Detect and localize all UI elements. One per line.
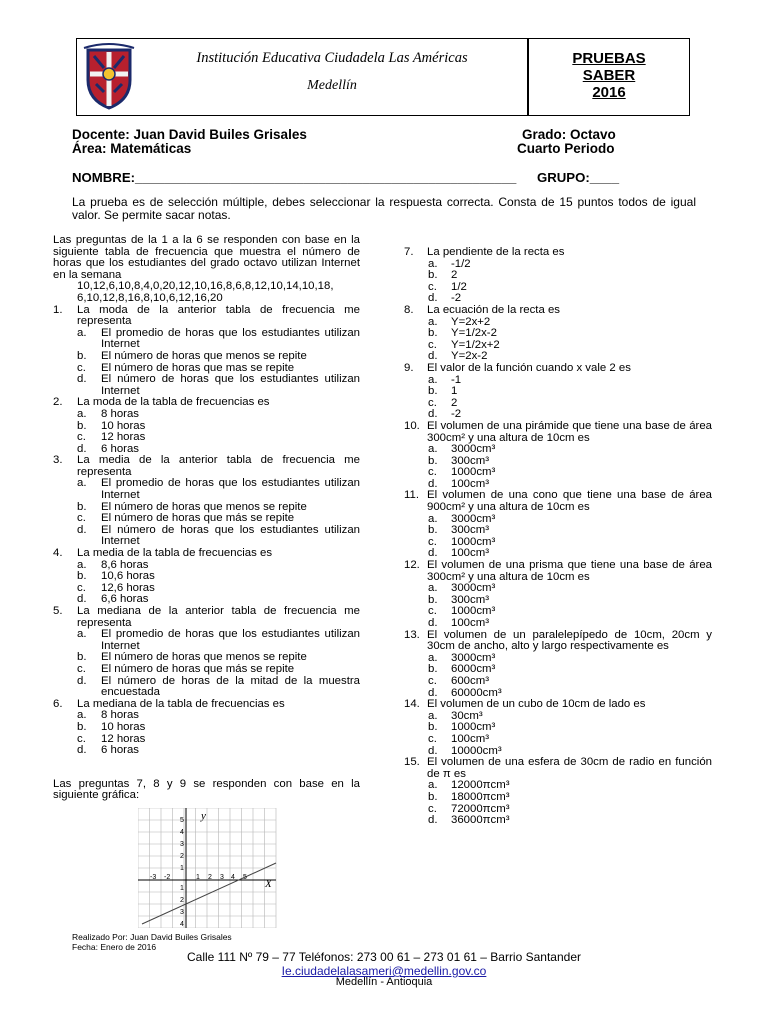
option-text: 100cm³ xyxy=(451,547,489,560)
period: Cuarto Periodo xyxy=(517,141,615,156)
made-by: Realizado Por: Juan David Builes Grisales xyxy=(72,932,232,942)
y-tick-label: 3 xyxy=(180,841,184,848)
option-letter: b. xyxy=(428,454,438,467)
option-text: 1000cm³ xyxy=(451,605,496,618)
option-letter: a. xyxy=(77,709,87,722)
test-title-line2: SABER xyxy=(582,67,636,84)
option-text: 2 xyxy=(451,269,458,282)
question-number: 4. xyxy=(53,547,63,560)
question-number: 8. xyxy=(404,303,414,316)
question-number: 13. xyxy=(404,628,420,641)
test-title-line1: PRUEBAS xyxy=(572,50,646,67)
x-tick-label: 1 xyxy=(196,874,200,881)
footer-email-link[interactable]: Ie.ciudadelalasameri@medellin.gov.co xyxy=(281,964,487,978)
option-text: Y=2x+2 xyxy=(451,315,491,328)
question-4 xyxy=(53,548,360,560)
option-letter: c. xyxy=(428,802,437,815)
option-text: 12000πcm³ xyxy=(451,779,510,792)
option-letter: a. xyxy=(77,477,87,490)
question-text: La pendiente de la recta es xyxy=(427,246,565,258)
question-1 xyxy=(53,305,360,328)
footer-address: Calle 111 Nº 79 – 77 Teléfonos: 273 00 61 – 273 01 61 – Barrio Santander xyxy=(186,950,581,964)
option-text: 12 horas xyxy=(101,732,146,745)
question-text: La moda de la anterior tabla de frecuencia me representa xyxy=(77,303,360,328)
option-letter: a. xyxy=(428,709,438,722)
x-axis-label: X xyxy=(265,878,272,890)
graph-grid xyxy=(138,808,276,928)
option-text: El promedio de horas que los estudiantes utilizan Internet xyxy=(101,628,360,652)
option-text: El número de horas de la mitad de la muestra encuestada xyxy=(101,674,360,699)
option-text: 30cm³ xyxy=(451,709,483,722)
question-number: 11. xyxy=(404,489,419,502)
institution-city: Medellín xyxy=(307,78,357,93)
option-text: El promedio de horas que los estudiantes utilizan Internet xyxy=(101,326,360,351)
option-text: Y=1/2x+2 xyxy=(451,338,500,351)
option-text: 72000πcm³ xyxy=(451,802,510,815)
teacher-name: Docente: Juan David Builes Grisales xyxy=(72,127,307,142)
question-3 xyxy=(53,455,360,478)
option-letter: b. xyxy=(428,385,438,398)
option-letter: c. xyxy=(77,361,86,374)
option-letter: b. xyxy=(428,269,438,282)
option-letter: c. xyxy=(77,662,86,675)
option-text: 300cm³ xyxy=(451,524,489,537)
question-text: La media de la anterior tabla de frecuencia me representa xyxy=(77,454,360,478)
option-text: -2 xyxy=(451,408,462,421)
option-text: 10 horas xyxy=(101,720,146,733)
x-tick-label: 4 xyxy=(231,874,235,881)
answer-option[interactable] xyxy=(53,571,360,583)
question-text: La ecuación de la recta es xyxy=(427,303,560,316)
option-text: 10,6 horas xyxy=(101,570,155,583)
option-letter: d. xyxy=(428,350,438,363)
question-number: 2. xyxy=(53,396,63,409)
question-text: El volumen de un paralelepípedo de 10cm, 20cm y 30cm de ancho, alto y largo respectivamente es xyxy=(427,628,712,653)
option-letter: c. xyxy=(428,535,437,548)
test-title xyxy=(530,50,688,101)
option-letter: b. xyxy=(428,663,438,676)
subject-area: Área: Matemáticas xyxy=(72,141,192,156)
y-tick-label: 4 xyxy=(180,829,184,836)
option-text: -2 xyxy=(451,292,462,305)
option-letter: d. xyxy=(428,744,438,757)
option-letter: d. xyxy=(77,442,87,455)
option-text: El promedio de horas que los estudiantes utilizan Internet xyxy=(101,477,360,502)
x-tick-label: -2 xyxy=(164,874,171,881)
option-letter: a. xyxy=(428,512,438,525)
question-number: 15. xyxy=(404,756,420,769)
option-letter: d. xyxy=(428,814,438,827)
option-letter: c. xyxy=(77,431,86,444)
answer-option[interactable] xyxy=(53,478,360,501)
question-2 xyxy=(53,397,360,409)
y-tick-label: 3 xyxy=(180,909,184,916)
option-letter: d. xyxy=(77,373,87,386)
option-letter: a. xyxy=(428,779,438,792)
left-column xyxy=(53,235,360,802)
question-number: 14. xyxy=(404,698,420,711)
data-line-2: 6,10,12,8,16,8,10,6,12,16,20 xyxy=(77,291,223,304)
option-letter: a. xyxy=(77,326,87,339)
option-text: 2 xyxy=(451,396,458,409)
option-text: 12,6 horas xyxy=(101,581,155,594)
option-letter: a. xyxy=(77,628,87,641)
line-graph xyxy=(138,808,278,928)
question-6 xyxy=(53,699,360,711)
option-text: El número de horas que los estudiantes utilizan Internet xyxy=(101,373,360,397)
intro-text: Las preguntas de la 1 a la 6 se responden con base en la siguiente tabla de frecuencia que muestra el número de horas que los estudiantes del grado octavo utilizan Internet en la semana xyxy=(53,234,360,281)
option-text: 8 horas xyxy=(101,407,139,420)
option-letter: b. xyxy=(428,721,438,734)
option-letter: a. xyxy=(428,373,438,386)
option-letter: d. xyxy=(428,408,438,421)
x-tick-label: 3 xyxy=(220,874,224,881)
answer-option[interactable] xyxy=(53,432,360,444)
option-text: El número de horas que menos se repite xyxy=(101,349,307,362)
header-divider xyxy=(527,38,529,116)
graph-line xyxy=(142,863,276,924)
question-text: El volumen de una prisma que tiene una base de área 300cm² y una altura de 10cm es xyxy=(427,559,712,583)
option-letter: b. xyxy=(77,720,87,733)
y-tick-label: 1 xyxy=(180,885,184,892)
question-number: 7. xyxy=(404,246,414,258)
option-text: 6 horas xyxy=(101,442,139,455)
y-tick-label: 5 xyxy=(180,817,184,824)
option-letter: a. xyxy=(428,257,438,270)
name-field[interactable]: NOMBRE:____________________________________________________ xyxy=(72,170,517,185)
answer-option[interactable] xyxy=(53,629,360,652)
option-text: 1000cm³ xyxy=(451,466,496,479)
right-column xyxy=(404,247,712,827)
question-text: El volumen de un cubo de 10cm de lado es xyxy=(427,698,646,711)
answer-option[interactable] xyxy=(53,525,360,548)
option-text: 8 horas xyxy=(101,709,139,722)
option-letter: d. xyxy=(428,686,438,699)
option-letter: b. xyxy=(77,419,87,432)
question-number: 1. xyxy=(53,303,63,316)
option-letter: d. xyxy=(428,617,438,629)
option-letter: d. xyxy=(428,547,438,560)
option-letter: b. xyxy=(77,500,87,513)
question-text: La moda de la tabla de frecuencias es xyxy=(77,396,270,409)
question-5 xyxy=(53,606,360,629)
graph-intro: Las preguntas 7, 8 y 9 se responden con base en la siguiente gráfica: xyxy=(53,777,360,802)
option-letter: a. xyxy=(428,651,438,664)
question-text: El volumen de una pirámide que tiene una base de área 300cm² y una altura de 10cm es xyxy=(427,419,712,444)
question-number: 12. xyxy=(404,559,420,572)
y-tick-label: 4 xyxy=(180,921,184,928)
answer-option[interactable] xyxy=(53,722,360,734)
question-11 xyxy=(404,490,712,513)
option-letter: c. xyxy=(77,581,86,594)
option-text: 600cm³ xyxy=(451,674,489,687)
option-text: 6000cm³ xyxy=(451,663,496,676)
option-text: 18000πcm³ xyxy=(451,790,510,803)
question-text: La media de la tabla de frecuencias es xyxy=(77,547,273,560)
made-date: Fecha: Enero de 2016 xyxy=(72,942,157,952)
option-text: 6 horas xyxy=(101,744,139,757)
option-text: 60000cm³ xyxy=(451,686,502,699)
option-letter: c. xyxy=(428,605,437,618)
option-text: 36000πcm³ xyxy=(451,814,510,827)
option-letter: b. xyxy=(77,349,87,362)
y-axis-label: y xyxy=(201,810,206,822)
answer-option[interactable] xyxy=(53,734,360,746)
y-tick-label: 2 xyxy=(180,853,184,860)
option-letter: c. xyxy=(428,280,437,293)
option-text: 1/2 xyxy=(451,280,467,293)
answer-option[interactable] xyxy=(53,583,360,595)
option-text: 3000cm³ xyxy=(451,443,496,456)
x-tick-label: -3 xyxy=(150,874,157,881)
option-text: 1000cm³ xyxy=(451,535,496,548)
question-text: El volumen de una cono que tiene una base de área 900cm² y una altura de 10cm es xyxy=(427,489,712,514)
option-text: El número de horas que más se repite xyxy=(101,662,295,675)
option-letter: c. xyxy=(428,674,437,687)
left-questions xyxy=(53,305,360,757)
question-number: 6. xyxy=(53,697,63,710)
option-letter: b. xyxy=(428,593,438,606)
option-text: 1 xyxy=(451,385,458,398)
question-13 xyxy=(404,630,712,653)
option-letter: a. xyxy=(428,582,438,595)
option-letter: d. xyxy=(77,523,87,536)
group-field[interactable]: GRUPO:____ xyxy=(537,170,620,185)
answer-option[interactable] xyxy=(53,328,360,351)
y-tick-label: 2 xyxy=(180,897,184,904)
option-letter: b. xyxy=(77,651,87,664)
option-text: El número de horas que mas se repite xyxy=(101,361,295,374)
option-letter: c. xyxy=(428,732,437,745)
option-text: 100cm³ xyxy=(451,477,489,490)
data-line-1: 10,12,6,10,8,4,0,20,12,10,16,8,6,8,12,10,14,10,18, xyxy=(77,280,334,293)
option-text: 10 horas xyxy=(101,419,146,432)
option-letter: a. xyxy=(77,558,87,571)
grade: Grado: Octavo xyxy=(522,127,616,142)
option-letter: d. xyxy=(77,744,87,757)
option-letter: b. xyxy=(428,790,438,803)
school-crest-icon xyxy=(80,42,138,112)
answer-option[interactable] xyxy=(53,676,360,699)
option-text: Y=2x-2 xyxy=(451,350,488,363)
test-year: 2016 xyxy=(592,84,626,101)
institution-name: Institución Educativa Ciudadela Las Américas xyxy=(196,50,468,66)
option-text: Y=1/2x-2 xyxy=(451,327,497,340)
answer-option[interactable] xyxy=(404,815,712,827)
option-text: 1000cm³ xyxy=(451,721,496,734)
option-text: 6,6 horas xyxy=(101,593,149,606)
option-letter: d. xyxy=(428,477,438,490)
option-letter: c. xyxy=(428,466,437,479)
option-letter: a. xyxy=(428,315,438,328)
option-text: 8,6 horas xyxy=(101,558,149,571)
option-text: 300cm³ xyxy=(451,454,489,467)
question-number: 10. xyxy=(404,419,420,432)
answer-option[interactable] xyxy=(53,710,360,722)
question-number: 3. xyxy=(53,454,63,467)
option-letter: b. xyxy=(428,524,438,537)
answer-option[interactable] xyxy=(53,409,360,421)
instructions: La prueba es de selección múltiple, debes seleccionar la respuesta correcta. Consta de 15 puntos todos de igual valor. Se permite sacar notas. xyxy=(72,195,696,222)
option-text: 3000cm³ xyxy=(451,651,496,664)
option-text: 100cm³ xyxy=(451,617,489,629)
option-text: 3000cm³ xyxy=(451,512,496,525)
answer-option[interactable] xyxy=(53,560,360,572)
question-text: El volumen de una esfera de 30cm de radio en función de π es xyxy=(427,756,712,780)
option-letter: d. xyxy=(428,292,438,305)
option-text: El número de horas que más se repite xyxy=(101,512,295,525)
x-tick-label: 5 xyxy=(243,874,247,881)
question-12 xyxy=(404,560,712,583)
option-letter: c. xyxy=(77,512,86,525)
question-text: El valor de la función cuando x vale 2 es xyxy=(427,361,631,374)
question-15 xyxy=(404,757,712,780)
option-letter: b. xyxy=(428,327,438,340)
option-text: -1 xyxy=(451,373,462,386)
option-letter: a. xyxy=(428,443,438,456)
option-text: El número de horas que menos se repite xyxy=(101,651,307,664)
option-text: El número de horas que los estudiantes utilizan Internet xyxy=(101,523,360,548)
footer-credits xyxy=(72,932,232,952)
answer-option[interactable] xyxy=(53,421,360,433)
option-letter: d. xyxy=(77,593,87,606)
option-letter: d. xyxy=(77,674,87,687)
option-letter: c. xyxy=(77,732,86,745)
option-text: 3000cm³ xyxy=(451,582,496,595)
option-text: 12 horas xyxy=(101,431,146,444)
y-tick-label: 1 xyxy=(180,865,184,872)
question-text: La mediana de la anterior tabla de frecuencia me representa xyxy=(77,605,360,629)
option-text: 10000cm³ xyxy=(451,744,502,757)
option-letter: b. xyxy=(77,570,87,583)
question-number: 9. xyxy=(404,361,414,374)
question-number: 5. xyxy=(53,605,63,617)
option-letter: c. xyxy=(428,396,437,409)
option-text: 100cm³ xyxy=(451,732,489,745)
question-10 xyxy=(404,421,712,444)
option-letter: a. xyxy=(77,407,87,420)
footer-location: Medellín - Antioquia xyxy=(335,976,433,988)
option-text: -1/2 xyxy=(451,257,471,270)
x-tick-label: 2 xyxy=(208,874,212,881)
question-text: La mediana de la tabla de frecuencias es xyxy=(77,697,285,710)
option-text: El número de horas que menos se repite xyxy=(101,500,307,513)
answer-option[interactable] xyxy=(53,374,360,397)
answer-option[interactable] xyxy=(53,745,360,757)
option-letter: c. xyxy=(428,338,437,351)
option-text: 300cm³ xyxy=(451,593,489,606)
